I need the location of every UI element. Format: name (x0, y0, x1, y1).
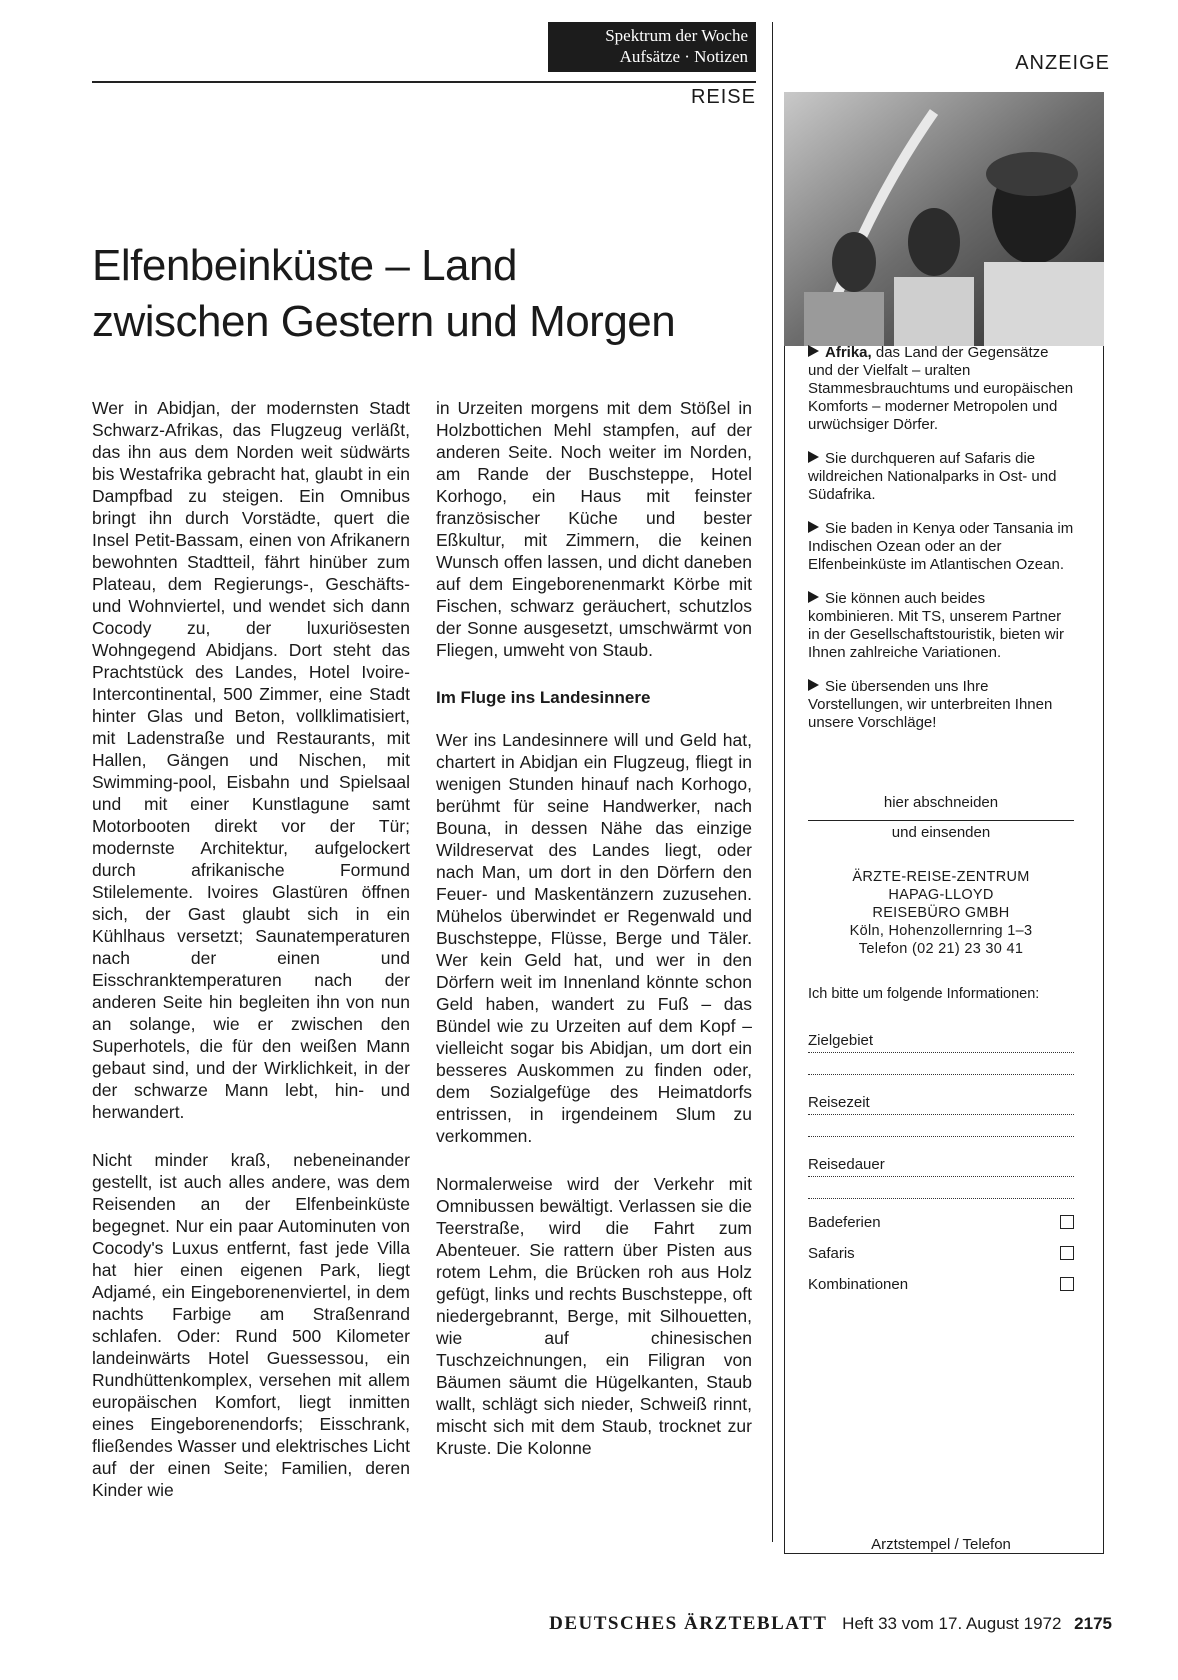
ad-bullets (808, 344, 1074, 748)
ad-bullet-text: Sie baden in Kenya oder Tansania im Indischen Ozean oder an der Elfenbeinküste im Atlantischen Ozean. (808, 520, 1074, 573)
ad-bullet-bold: Afrika, (825, 344, 872, 361)
arrow-icon (808, 451, 819, 463)
ad-bullet-text: das Land der Gegensätze und der Vielfalt – uralten Stammesbrauchtums und europäischen Komforts – moderner Metropolen und urwüchsiger Dörfer. (808, 344, 1074, 433)
photo-image (784, 92, 1104, 346)
destination-line[interactable] (808, 1052, 1074, 1053)
ad-bullet (808, 450, 1074, 504)
address-line: Köln, Hohenzollernring 1–3 (849, 923, 1033, 939)
checkbox-label: Safaris (808, 1245, 855, 1262)
top-rule (92, 81, 756, 83)
ad-bullet (808, 590, 1074, 662)
travel-time-line-2[interactable] (808, 1136, 1074, 1137)
cut-line (808, 820, 1074, 821)
ad-photo (784, 92, 1104, 346)
address-line: HAPAG-LLOYD (888, 887, 994, 903)
masthead-line-2: Aufsätze · Notizen (619, 47, 748, 66)
section-label: REISE (690, 86, 756, 108)
ad-bullet (808, 678, 1074, 732)
paragraph: Wer ins Landesinnere will und Geld hat, chartert in Abidjan ein Flugzeug, fliegt in wenigen Stunden hinauf nach Korhogo, berühmt für seine Handwerker, nach Bouna, in dessen Nähe das einzige Wildreservat des Landes liegt, oder nach Man, um dort in den Dörfern den Feuer- und Maskentänzern zuzusehen. Mühelos überwindet er Regenwald und Buschsteppe, Flüsse, Berge und Täler. Wer kein Geld hat, und wer in den Dörfern weit im Innenland könnte schon Geld haben, wandert zu Fuß – das Bündel wie zu Urzeiten auf dem Kopf – vielleicht sogar bis Abidjan, um dort ein besseres Auskommen zu finden oder, dem Sozialgefüge des Heimatdorfs entrissen, in irgendeinem Slum zu verkommen. (436, 730, 752, 1146)
duration-line-2[interactable] (808, 1198, 1074, 1199)
page-footer (0, 1613, 1112, 1635)
ad-bullet-text: Sie können auch beides kombinieren. Mit TS, unserem Partner in der Gesellschaftstouristik, bieten wir Ihnen zahlreiche Variationen. (808, 590, 1064, 661)
article-column-2 (436, 397, 752, 1485)
ad-bullet-text: Sie durchqueren auf Safaris die wildreichen Nationalparks in Ost- und Südafrika. (808, 450, 1057, 503)
address-line: Telefon (02 21) 23 30 41 (858, 941, 1024, 957)
checkbox[interactable] (1060, 1246, 1074, 1260)
subheading: Im Fluge ins Landesinnere (436, 688, 651, 707)
article-column-1 (92, 397, 410, 1527)
ad-label: ANZEIGE (1015, 52, 1110, 74)
address-block (808, 868, 1074, 958)
masthead-line-1: Spektrum der Woche (605, 26, 748, 45)
destination-line-2[interactable] (808, 1074, 1074, 1075)
checkbox-label: Kombinationen (808, 1276, 909, 1293)
field-label-travel-time: Reisezeit (808, 1094, 870, 1111)
arrow-icon (808, 521, 819, 533)
checkbox-row-safaris[interactable] (808, 1245, 1074, 1262)
checkbox[interactable] (1060, 1277, 1074, 1291)
checkbox-label: Badeferien (808, 1214, 881, 1231)
masthead (548, 22, 756, 72)
paragraph: Wer in Abidjan, der modernsten Stadt Schwarz-Afrikas, das Flugzeug verläßt, das ihn aus dem Norden weit südwärts bis Westafrika gebracht hat, glaubt in ein Dampfbad zu steigen. Ein Omnibus bringt ihn durch Vorstädte, quert die Insel Petit-Bassam, einen von Afrikanern bewohnten Stadtteil, fährt hinüber zum Plateau, dem Regierungs-, Geschäfts- und Wohnviertel, und wendet sich dann Cocody zu, der luxuriösesten Wohngegend Abidjans. Dort steht das Prachtstück des Landes, Hotel Ivoire-Intercontinental, 500 Zimmer, eine Stadt hinter Glas und Beton, vollklimatisiert, mit Ladenstraße und Restaurants, mit Hallen, Gängen und Nischen, mit Swimming-pool, Eisbahn und Spielsaal und mit einer Kunstlagune samt Motorbooten direkt vor der Tür; modernste Architektur, aufgelockert durch afrikanische Formund Stilelemente. Ivoires Glastüren öffnen sich, der Gast glaubt sich in ein Kühlhaus versetzt; Saunatemperaturen nach der einen und Eisschranktemperaturen nach der anderen Seite hin begleiten ihn von nun an solange, wie er zwischen den Superhotels, die für den weißen Mann gebaut sind, und der Wirklichkeit, in der der schwarze Mann lebt, hin- und herwandert. (92, 398, 410, 1122)
paragraph: Normalerweise wird der Verkehr mit Omnibussen bewältigt. Verlassen sie die Teerstraße, wird die Fahrt zum Abenteuer. Sie rattern über Pisten aus rotem Lehm, die Brücken roh aus Holz gefügt, links und rechts Buschsteppe, oft niedergebrannt, Berge, mit Silhouetten, wie auf chinesischen Tuschzeichnungen, ein Filigran von Bäumen säumt die Hügelkanten, Staub wallt, schlägt sich nieder, Schweiß rinnt, mischt sich mit dem Staub, trocknet zur Kruste. Die Kolonne (436, 1174, 752, 1458)
request-text: Ich bitte um folgende Informationen: (808, 986, 1040, 1002)
arrow-icon (808, 679, 819, 691)
address-line: ÄRZTE-REISE-ZENTRUM (852, 869, 1030, 885)
article-title (92, 238, 752, 350)
checkbox[interactable] (1060, 1215, 1074, 1229)
ad-bullet-text: Sie übersenden uns Ihre Vorstellungen, wir unterbreiten Ihnen unsere Vorschläge! (808, 678, 1053, 731)
title-line-2: zwischen Gestern und Morgen (92, 297, 676, 346)
ad-bullet (808, 520, 1074, 574)
address-line: REISEBÜRO GMBH (872, 905, 1010, 921)
checkbox-row-combinations[interactable] (808, 1276, 1074, 1293)
paragraph: Nicht minder kraß, nebeneinander gestellt, ist auch alles andere, was dem Reisenden an der Elfenbeinküste begegnet. Nur ein paar Autominuten von Cocody's Luxus entfernt, fast jede Villa hat hier einen eigenen Park, liegt Adjamé, ein Eingeborenenviertel, in dem nachts Farbige am Straßenrand schlafen. Oder: Rund 500 Kilometer landeinwärts Hotel Guessessou, ein Rundhüttenkomplex, versehen mit allem europäischen Komfort, liegt inmitten eines Eingeborenendorfs; Eisschrank, fließendes Wasser und elektrisches Licht auf der einen Seite; Familien, deren Kinder wie (92, 1150, 410, 1500)
cut-instruction-1: hier abschneiden (883, 794, 999, 811)
title-line-1: Elfenbeinküste – Land (92, 241, 517, 290)
issue-info: Heft 33 vom 17. August 1972 (842, 1614, 1062, 1633)
arrow-icon (808, 591, 819, 603)
travel-time-line[interactable] (808, 1114, 1074, 1115)
stamp-label: Arztstempel / Telefon (871, 1536, 1011, 1553)
checkbox-row-beach[interactable] (808, 1214, 1074, 1231)
field-label-duration: Reisedauer (808, 1156, 885, 1173)
arrow-icon (808, 345, 819, 357)
field-label-destination: Zielgebiet (808, 1032, 874, 1049)
publication-name: DEUTSCHES ÄRZTEBLATT (549, 1613, 828, 1634)
cut-instruction-2: und einsenden (891, 824, 991, 841)
ad-bullet (808, 344, 1074, 434)
page-number: 2175 (1074, 1614, 1112, 1633)
paragraph: in Urzeiten morgens mit dem Stößel in Holzbottichen Mehl stampfen, auf der anderen Seite. Noch weiter im Norden, am Rande der Buschsteppe, Hotel Korhogo, ein Haus mit feinster französischer Küche und bester Eßkultur, mit Zimmern, die keinen Wunsch offen lassen, und dicht daneben auf dem Eingeborenenmarkt Körbe mit Fischen, schwarz geräuchert, schutzlos der Sonne ausgesetzt, umschwärmt von Fliegen, umweht von Staub. (436, 398, 752, 660)
duration-line[interactable] (808, 1176, 1074, 1177)
column-divider (772, 22, 773, 1542)
